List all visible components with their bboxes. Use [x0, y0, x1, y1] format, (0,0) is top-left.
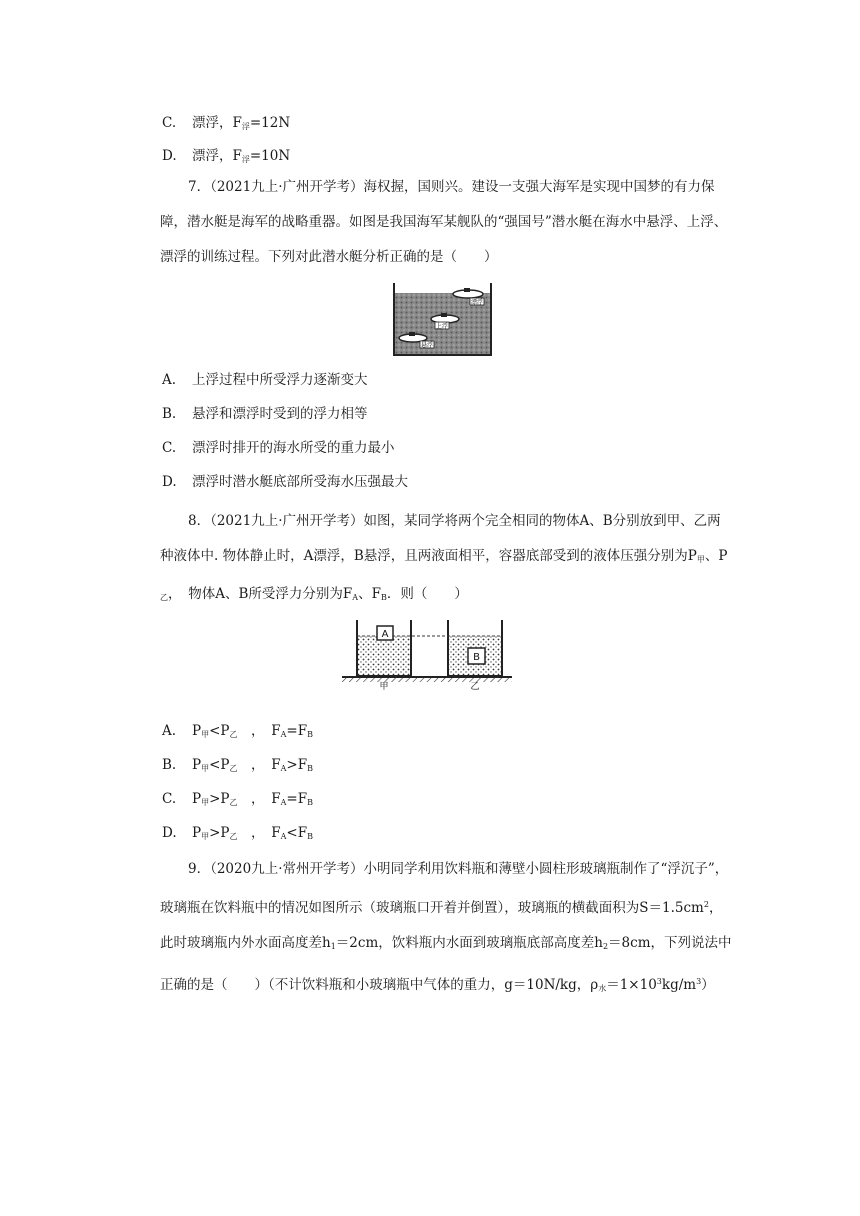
- relation: >: [209, 791, 221, 807]
- question-source: （2020九上·常州开学考）: [210, 861, 364, 877]
- container-right-label: 乙: [470, 682, 480, 690]
- subscript: 乙: [229, 764, 238, 773]
- option-label: C.: [162, 440, 177, 456]
- option-label: D.: [162, 474, 177, 490]
- q8-option-a: A. $P_甲<P_乙$ ， $F_A=F_B$: [162, 723, 313, 739]
- question-source: （2021九上·广州开学考）: [210, 513, 364, 529]
- q7-submarine-figure: [390, 281, 496, 359]
- question-text: 海权握，国则兴。建设一支强大海军是实现中国梦的有力保障，潜水艇是海军的战略重器。如图是我国海军某舰队的“强国号”潜水艇在海水中悬浮、上浮、漂浮的训练过程。下列对此潜水艇分析正确的是（ ）: [160, 179, 728, 265]
- q8-option-d: D. $P_甲>P_乙$ ， $F_A<F_B$: [162, 825, 313, 841]
- subscript: 1: [330, 942, 336, 951]
- subscript: 乙: [229, 730, 238, 739]
- option-text: 上浮过程中所受浮力逐渐变大: [192, 372, 368, 388]
- q7-stem: [160, 170, 732, 275]
- text: ．则（ ）: [386, 586, 468, 602]
- subscript: B: [307, 798, 313, 807]
- subscript: A: [280, 798, 287, 807]
- relation: <: [209, 723, 221, 739]
- q6-option-d: [162, 146, 290, 170]
- option-value: =12N: [249, 115, 291, 131]
- force-relation: =: [286, 723, 298, 739]
- force-relation: <: [286, 825, 298, 841]
- option-value: =10N: [249, 148, 291, 164]
- q8-stem: [160, 504, 732, 615]
- box-a-label: A: [381, 629, 389, 640]
- float-label: 漂浮: [470, 299, 484, 306]
- question-number: 9．: [188, 861, 211, 877]
- subscript: A: [280, 730, 287, 739]
- text: 、P: [704, 548, 728, 564]
- option-text: 漂浮，F: [192, 115, 242, 131]
- subscript: 2: [602, 942, 609, 951]
- q8-containers-figure: [342, 618, 512, 690]
- text: ＝2cm，饮料瓶内水面到玻璃瓶底部高度差h: [335, 935, 603, 951]
- option-label: B.: [162, 757, 177, 773]
- subscript: A: [280, 832, 287, 841]
- text: 、F: [358, 586, 381, 602]
- text: ，此时玻璃瓶内外水面高度差h: [160, 900, 723, 951]
- suspend-label: 悬浮: [420, 342, 434, 349]
- question-number: 8．: [188, 513, 211, 529]
- option-text: 悬浮和漂浮时受到的浮力相等: [192, 406, 368, 422]
- subscript: B: [307, 764, 313, 773]
- superscript: 2: [703, 900, 709, 909]
- question-text: 小明同学利用饮料瓶和薄壁小圆柱形玻璃瓶制作了“浮沉子”，玻璃瓶在饮料瓶中的情况如图所示（玻璃瓶口开着并倒置），玻璃瓶的横截面积为S＝1.5cm: [160, 861, 729, 916]
- q7-option-c: [162, 438, 395, 458]
- option-label: D.: [162, 825, 177, 841]
- subscript: A: [280, 764, 287, 773]
- text: kg/m: [661, 977, 697, 993]
- text: ＝1×10: [606, 977, 657, 993]
- q9-stem: [160, 852, 732, 1006]
- force-relation: =: [286, 791, 298, 807]
- subscript: B: [380, 593, 387, 602]
- q7-option-b: [162, 404, 368, 424]
- subscript: 甲: [201, 832, 210, 841]
- q6-option-c: [162, 113, 290, 137]
- q7-option-d: [162, 472, 408, 492]
- subscript: 甲: [201, 764, 210, 773]
- text: ＝8cm，下列说法中正确的是（ ）（不计饮料瓶和小玻璃瓶中气体的重力，g＝10N/kg，ρ: [160, 935, 732, 993]
- subscript: 乙: [229, 832, 238, 841]
- text: ， 物体A、B所受浮力分别为F: [168, 586, 353, 602]
- subscript: B: [307, 730, 313, 739]
- subscript: 水: [598, 984, 607, 993]
- question-source: （2021九上·广州开学考）: [210, 179, 364, 195]
- subscript: 浮: [241, 122, 250, 131]
- option-label: D.: [162, 148, 177, 164]
- container-left-label: 甲: [379, 682, 389, 690]
- force-relation: >: [286, 757, 298, 773]
- subscript: 甲: [201, 730, 210, 739]
- q7-option-a: [162, 370, 368, 390]
- subscript: 乙: [160, 593, 168, 602]
- option-text: 漂浮时潜水艇底部所受海水压强最大: [192, 474, 408, 490]
- option-label: C.: [162, 115, 177, 131]
- box-b-label: B: [473, 652, 480, 663]
- option-label: A.: [162, 372, 177, 388]
- relation: <: [209, 757, 221, 773]
- relation: >: [209, 825, 221, 841]
- superscript: 3: [656, 977, 662, 986]
- q8-option-c: C. $P_甲>P_乙$ ， $F_A=F_B$: [162, 791, 313, 807]
- subscript: A: [352, 593, 359, 602]
- option-label: A.: [162, 723, 177, 739]
- question-number: 7．: [188, 179, 211, 195]
- subscript: 甲: [696, 555, 705, 564]
- question-text: 如图，某同学将两个完全相同的物体A、B分别放到甲、乙两种液体中. 物体静止时，A漂浮，B悬浮，且两液面相平，容器底部受到的液体压强分别为P: [160, 513, 721, 564]
- rise-label: 上浮: [435, 323, 449, 330]
- subscript: 乙: [229, 798, 238, 807]
- text: ）: [701, 977, 715, 993]
- superscript: 3: [696, 977, 702, 986]
- option-label: B.: [162, 406, 177, 422]
- subscript: 浮: [241, 155, 250, 164]
- subscript: 甲: [201, 798, 210, 807]
- option-text: 漂浮，F: [192, 148, 242, 164]
- option-label: C.: [162, 791, 177, 807]
- option-text: 漂浮时排开的海水所受的重力最小: [192, 440, 395, 456]
- subscript: B: [307, 832, 313, 841]
- q8-option-b: B. $P_甲<P_乙$ ， $F_A>F_B$: [162, 757, 313, 773]
